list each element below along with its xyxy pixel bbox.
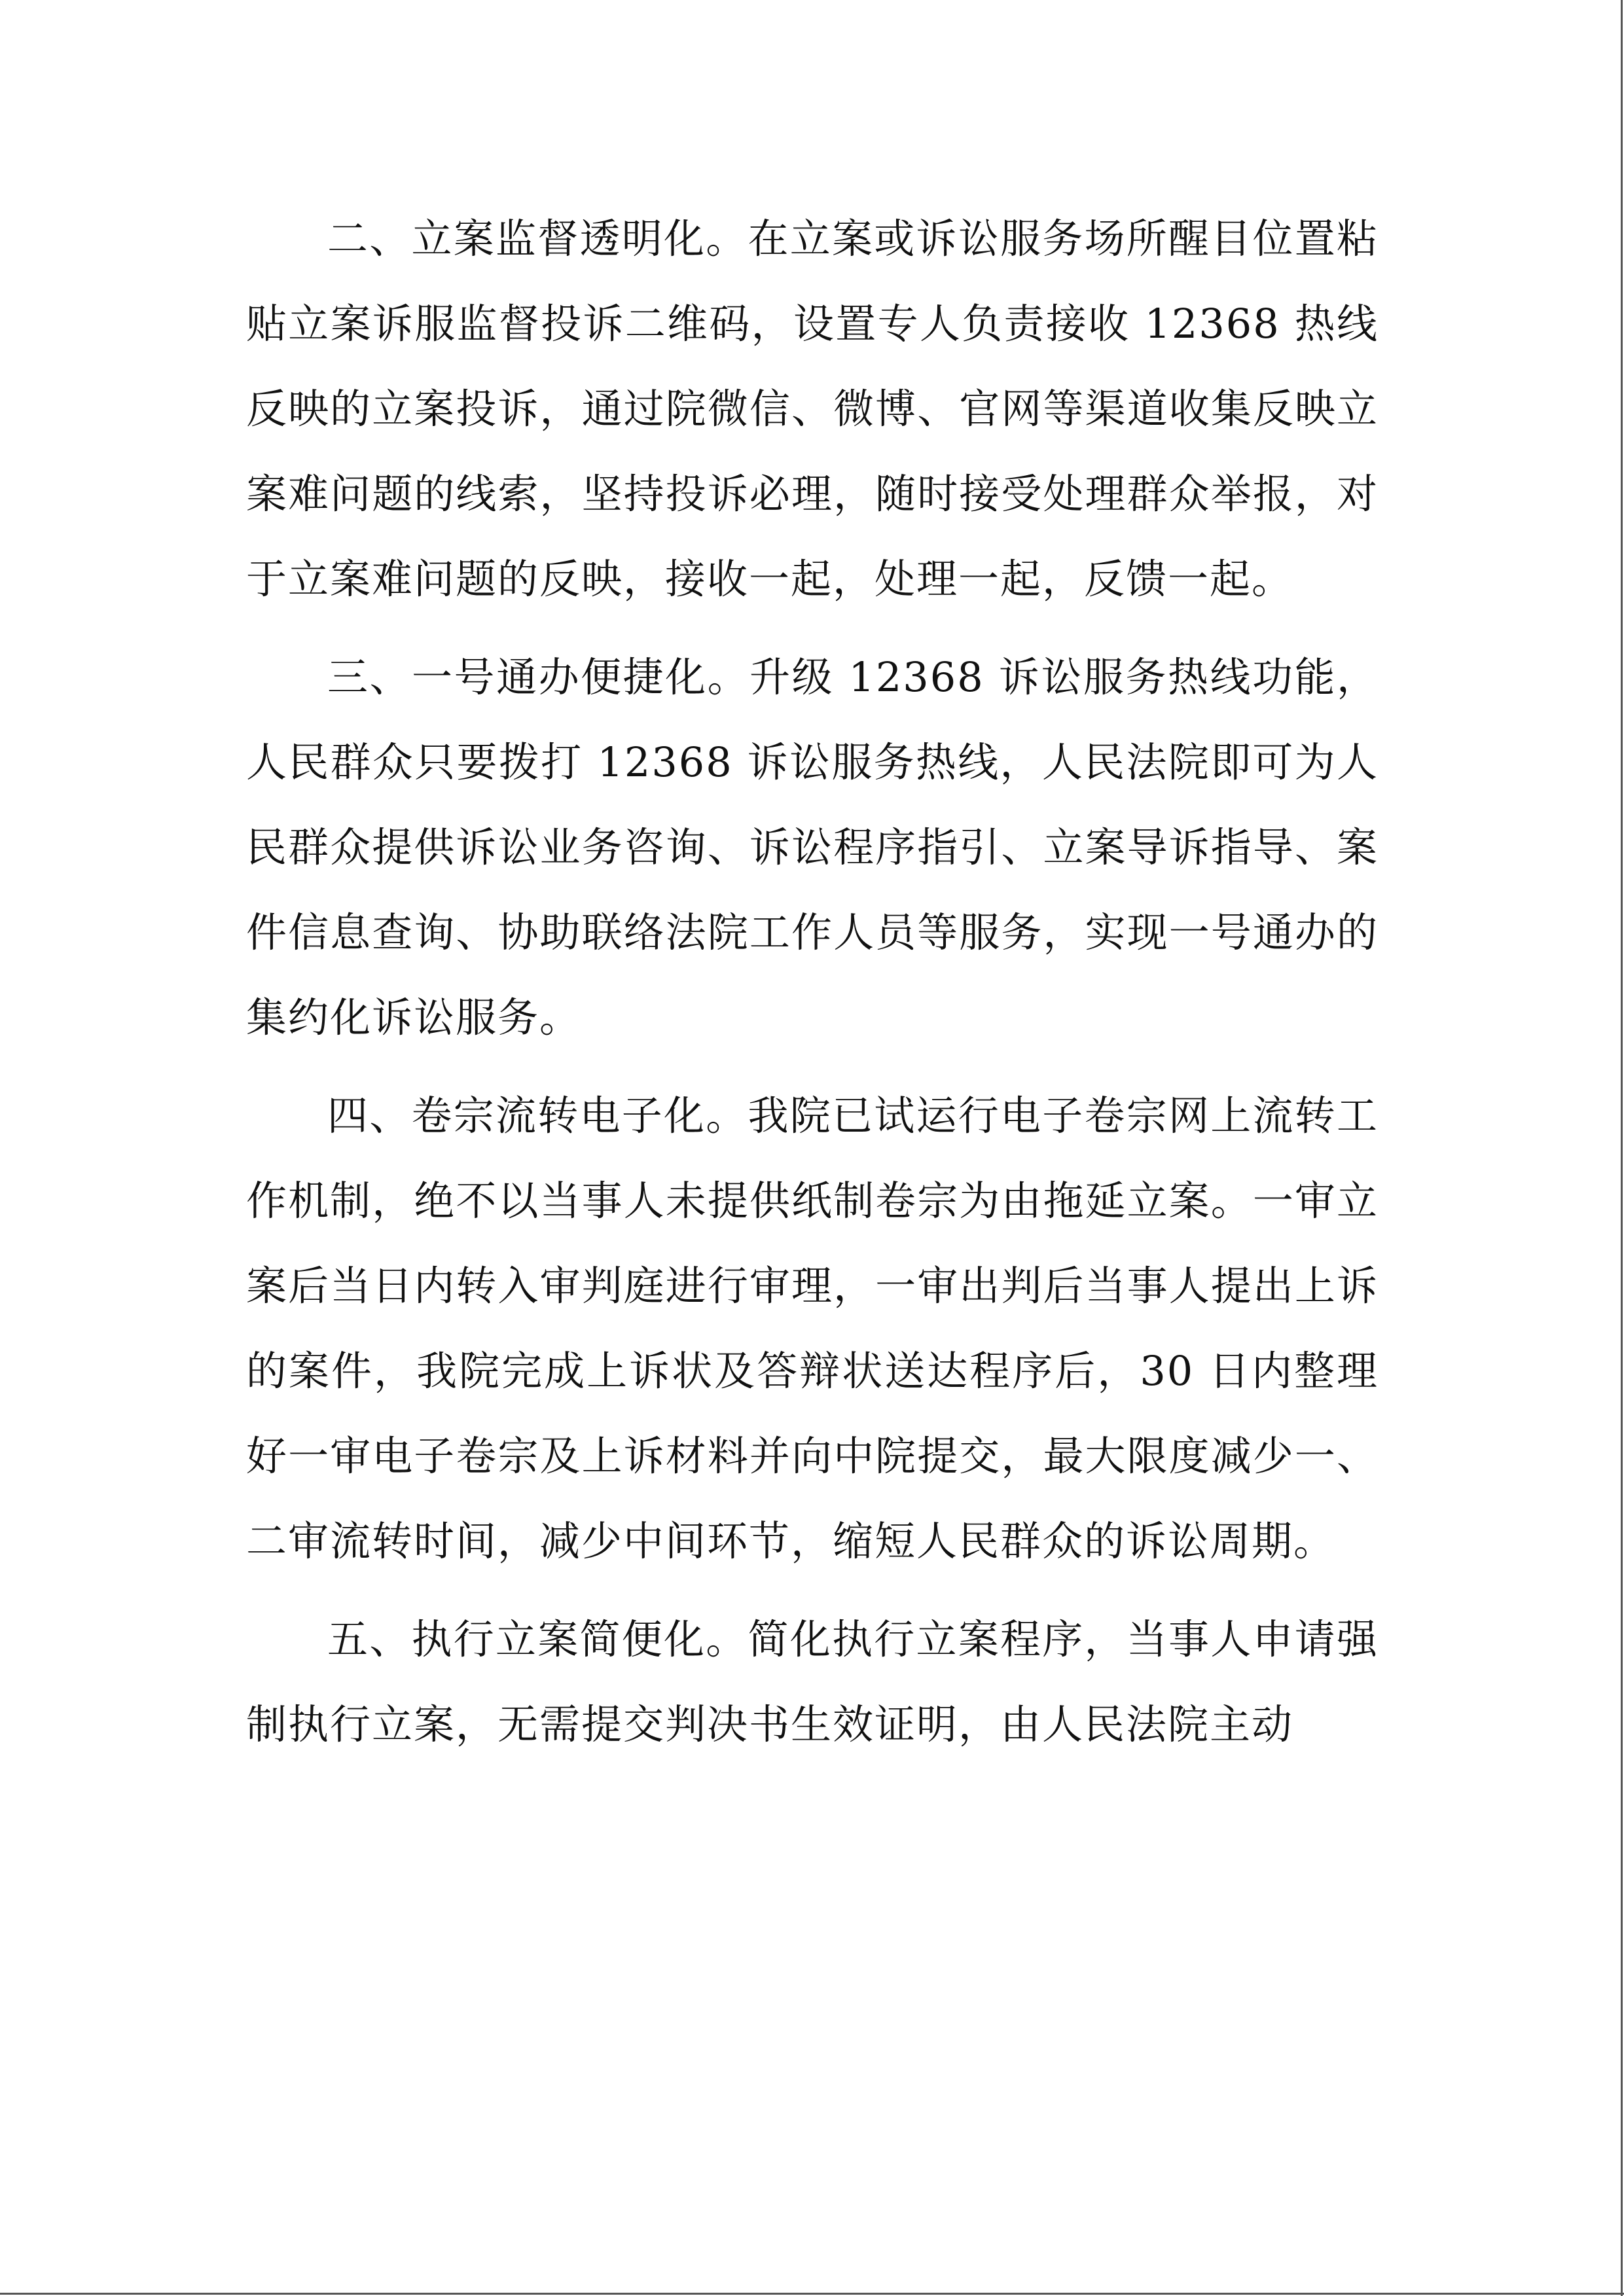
page-edge-right	[1621, 0, 1623, 2296]
paragraph-one-number-service: 三、一号通办便捷化。升级 12368 诉讼服务热线功能，人民群众只要拨打 12368 诉讼服务热线，人民法院即可为人民群众提供诉讼业务咨询、诉讼程序指引、立案导诉指导、案件信息查询、协助联络法院工作人员等服务，实现一号通办的集约化诉讼服务。	[246, 653, 1379, 1041]
page-edge-bottom	[0, 2293, 1624, 2295]
paragraph-enforcement-filing: 五、执行立案简便化。简化执行立案程序，当事人申请强制执行立案，无需提交判决书生效证明，由人民法院主动	[246, 1615, 1379, 1748]
paragraph-electronic-files: 四、卷宗流转电子化。我院已试运行电子卷宗网上流转工作机制，绝不以当事人未提供纸制卷宗为由拖延立案。一审立案后当日内转入审判庭进行审理，一审出判后当事人提出上诉的案件，我院完成上诉状及答辩状送达程序后，30 日内整理好一审电子卷宗及上诉材料并向中院提交，最大限度减少一、二审流转时间，减少中间环节，缩短人民群众的诉讼周期。	[246, 1092, 1379, 1565]
paragraph-filing-supervision: 二、立案监督透明化。在立案或诉讼服务场所醒目位置粘贴立案诉服监督投诉二维码，设置专人负责接收 12368 热线反映的立案投诉，通过院微信、微博、官网等渠道收集反映立案难问题的线索，坚持投诉必理，随时接受处理群众举报，对于立案难问题的反映，接收一起，处理一起，反馈一起。	[246, 215, 1379, 603]
document-body	[246, 196, 1379, 1767]
